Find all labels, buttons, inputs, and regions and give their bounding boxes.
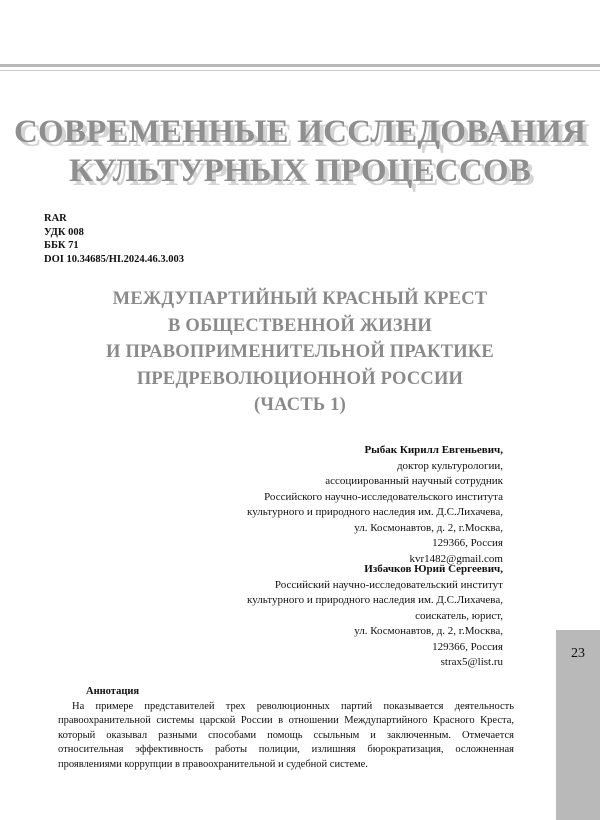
article-title-line: ПРЕДРЕВОЛЮЦИОННОЙ РОССИИ xyxy=(136,368,464,389)
meta-code: RAR xyxy=(44,213,67,224)
author-email: strax5@list.ru xyxy=(440,656,503,668)
article-meta xyxy=(44,212,184,266)
header-rule-thick xyxy=(0,64,600,67)
author-position: ассоциированный научный сотрудник xyxy=(325,475,503,487)
article-title-line: МЕЖДУПАРТИЙНЫЙ КРАСНЫЙ КРЕСТ xyxy=(112,289,488,309)
author-block-2 xyxy=(247,562,503,671)
page-number: 23 xyxy=(571,646,585,661)
abstract-heading: Аннотация xyxy=(86,686,140,697)
author-affiliation: культурного и природного наследия им. Д.С.Лихачева, xyxy=(247,594,503,606)
article-title-line: В ОБЩЕСТВЕННОЙ ЖИЗНИ xyxy=(167,315,433,336)
abstract-section xyxy=(58,685,514,772)
header-rule-thin xyxy=(0,70,600,71)
author-address: ул. Космонавтов, д. 2, г.Москва, xyxy=(354,625,503,637)
journal-title-line1: СОВРЕМЕННЫЕ ИССЛЕДОВАНИЯ xyxy=(13,114,587,150)
author-address: 129366, Россия xyxy=(432,640,503,653)
author-address: 129366, Россия xyxy=(432,537,503,549)
author-degree: доктор культурологии, xyxy=(396,459,503,472)
article-title xyxy=(0,286,600,419)
author-name: Рыбак Кирилл Евгеньевич, xyxy=(364,444,503,456)
author-email: kvr1482@gmail.com xyxy=(409,552,503,565)
author-position: соискатель, юрист, xyxy=(415,609,503,622)
author-affiliation: культурного и природного наследия им. Д.С.Лихачева, xyxy=(247,506,503,518)
meta-doi: DOI 10.34685/HI.2024.46.3.003 xyxy=(44,253,185,265)
author-affiliation: Российский научно-исследовательский институт xyxy=(274,578,503,591)
meta-bbk: ББК 71 xyxy=(44,240,79,251)
meta-udk: УДК 008 xyxy=(44,226,84,238)
author-block-1 xyxy=(247,443,503,567)
author-address: ул. Космонавтов, д. 2, г.Москва, xyxy=(354,521,503,534)
article-title-line: (ЧАСТЬ 1) xyxy=(254,395,346,415)
journal-title-line2: КУЛЬТУРНЫХ ПРОЦЕССОВ xyxy=(69,153,531,189)
author-affiliation: Российского научно-исследовательского института xyxy=(264,490,503,503)
author-name: Избачков Юрий Сергеевич, xyxy=(364,563,503,575)
page-sidebar-tab xyxy=(556,630,600,820)
abstract-text: На примере представителей трех революционных партий показывается деятельность правоохранительной системы царской России в отношении Междупартийного Красного Креста, который оказывал разными способами помощь ссыльным и заключенным. Отмечается относительная эффективность работы полиции, излишняя бюрократизация, осложненная проявлениями коррупции в правоохранительной и судебной системе. xyxy=(58,700,514,770)
article-title-line: И ПРАВОПРИМЕНИТЕЛЬНОЙ ПРАКТИКЕ xyxy=(106,342,494,362)
